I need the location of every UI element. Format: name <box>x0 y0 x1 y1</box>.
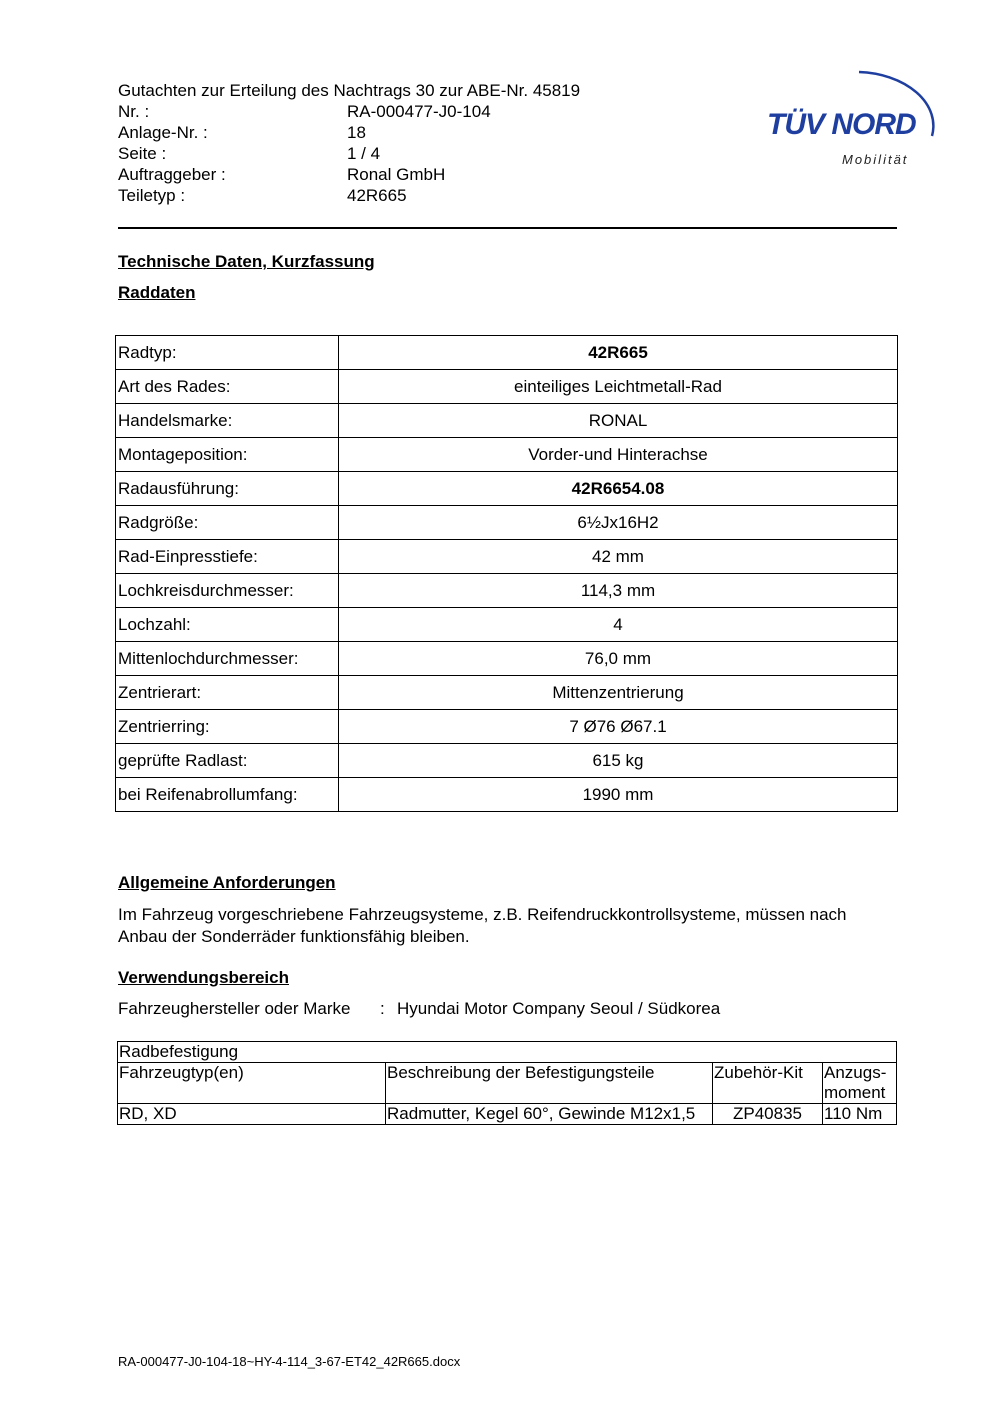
table-row <box>116 540 898 574</box>
header-field <box>118 164 580 185</box>
wheel-value-cell: Vorder-und Hinterachse <box>339 438 898 472</box>
mount-table <box>117 1041 897 1125</box>
wheel-key-cell: Rad-Einpresstiefe: <box>116 540 339 574</box>
wheel-value-cell: 42R6654.08 <box>339 472 898 506</box>
hersteller-separator: : <box>380 999 385 1018</box>
wheel-value-cell: 4 <box>339 608 898 642</box>
table-row <box>116 608 898 642</box>
wheel-key-cell: Radtyp: <box>116 336 339 370</box>
field-value: RA-000477-J0-104 <box>347 102 491 121</box>
mount-header-cell: Beschreibung der Befestigungsteile <box>386 1063 713 1104</box>
hersteller-line <box>118 998 898 1020</box>
wheel-key-cell: Radausführung: <box>116 472 339 506</box>
wheel-value-cell: 42 mm <box>339 540 898 574</box>
wheel-value-cell: 615 kg <box>339 744 898 778</box>
mount-header-cell: Fahrzeugtyp(en) <box>118 1063 386 1104</box>
table-row <box>118 1104 897 1125</box>
table-row <box>116 676 898 710</box>
mount-header-cell: Anzugs-moment <box>823 1063 897 1104</box>
table-row <box>116 472 898 506</box>
hersteller-label: Fahrzeughersteller oder Marke <box>118 999 351 1018</box>
table-row <box>116 370 898 404</box>
field-value: 42R665 <box>347 186 407 205</box>
wheel-key-cell: Lochkreisdurchmesser: <box>116 574 339 608</box>
allgemein-text: Im Fahrzeug vorgeschriebene Fahrzeugsysteme, z.B. Reifendruckkontrollsysteme, müssen nach Anbau der Sonderräder funktionsfähig bleiben. <box>118 905 847 946</box>
wheel-value-cell: 7 Ø76 Ø67.1 <box>339 710 898 744</box>
field-label: Nr. : <box>118 102 150 121</box>
tuv-nord-logo <box>764 58 944 178</box>
field-label: Auftraggeber : <box>118 165 226 184</box>
table-row <box>116 642 898 676</box>
header-field <box>118 185 580 206</box>
wheel-key-cell: Zentrierring: <box>116 710 339 744</box>
table-row <box>116 336 898 370</box>
logo-brand: TÜV NORD <box>767 108 916 141</box>
wheel-value-cell: 1990 mm <box>339 778 898 812</box>
wheel-key-cell: Radgröße: <box>116 506 339 540</box>
mount-cell: Radmutter, Kegel 60°, Gewinde M12x1,5 <box>386 1104 713 1125</box>
wheel-value-cell: einteiliges Leichtmetall-Rad <box>339 370 898 404</box>
mount-cell: RD, XD <box>118 1104 386 1125</box>
header-field <box>118 101 580 122</box>
wheel-value-cell: RONAL <box>339 404 898 438</box>
field-value: 18 <box>347 123 366 142</box>
field-label: Seite : <box>118 144 167 163</box>
table-row <box>116 574 898 608</box>
mount-cell: 110 Nm <box>823 1104 897 1125</box>
mount-header-cell: Zubehör-Kit <box>713 1063 823 1104</box>
field-value: 1 / 4 <box>347 144 381 163</box>
document-title: Gutachten zur Erteilung des Nachtrags 30 zur ABE-Nr. 45819 <box>118 81 581 100</box>
hersteller-value: Hyundai Motor Company Seoul / Südkorea <box>397 999 721 1018</box>
field-label: Anlage-Nr. : <box>118 123 208 142</box>
wheel-key-cell: bei Reifenabrollumfang: <box>116 778 339 812</box>
wheel-value-cell: 114,3 mm <box>339 574 898 608</box>
document-header <box>118 80 580 206</box>
mount-cell: ZP40835 <box>713 1104 823 1125</box>
table-row <box>116 778 898 812</box>
section-heading-verwendung: Verwendungsbereich <box>118 968 289 987</box>
wheel-value-cell: 42R665 <box>339 336 898 370</box>
footer-filename: RA-000477-J0-104-18~HY-4-114_3-67-ET42_42R665.docx <box>118 1354 461 1369</box>
mount-table-title: Radbefestigung <box>118 1042 897 1063</box>
header-field <box>118 143 580 164</box>
table-row <box>116 744 898 778</box>
section-heading-tech: Technische Daten, Kurzfassung <box>118 252 375 271</box>
header-divider <box>118 227 897 229</box>
wheel-value-cell: 6½Jx16H2 <box>339 506 898 540</box>
table-row <box>116 438 898 472</box>
field-value: Ronal GmbH <box>347 165 446 184</box>
header-field <box>118 122 580 143</box>
wheel-key-cell: Zentrierart: <box>116 676 339 710</box>
table-row <box>116 506 898 540</box>
wheel-value-cell: 76,0 mm <box>339 642 898 676</box>
wheel-key-cell: Lochzahl: <box>116 608 339 642</box>
wheel-data-table <box>115 335 898 812</box>
logo-subtitle: Mobilität <box>842 152 909 167</box>
wheel-key-cell: Montageposition: <box>116 438 339 472</box>
wheel-key-cell: Handelsmarke: <box>116 404 339 438</box>
wheel-key-cell: geprüfte Radlast: <box>116 744 339 778</box>
wheel-key-cell: Art des Rades: <box>116 370 339 404</box>
table-row <box>116 404 898 438</box>
wheel-value-cell: Mittenzentrierung <box>339 676 898 710</box>
table-row <box>116 710 898 744</box>
section-heading-allgemein: Allgemeine Anforderungen <box>118 873 336 892</box>
section-heading-raddaten: Raddaten <box>118 283 196 302</box>
mount-table-header <box>118 1063 897 1104</box>
wheel-key-cell: Mittenlochdurchmesser: <box>116 642 339 676</box>
field-label: Teiletyp : <box>118 186 186 205</box>
